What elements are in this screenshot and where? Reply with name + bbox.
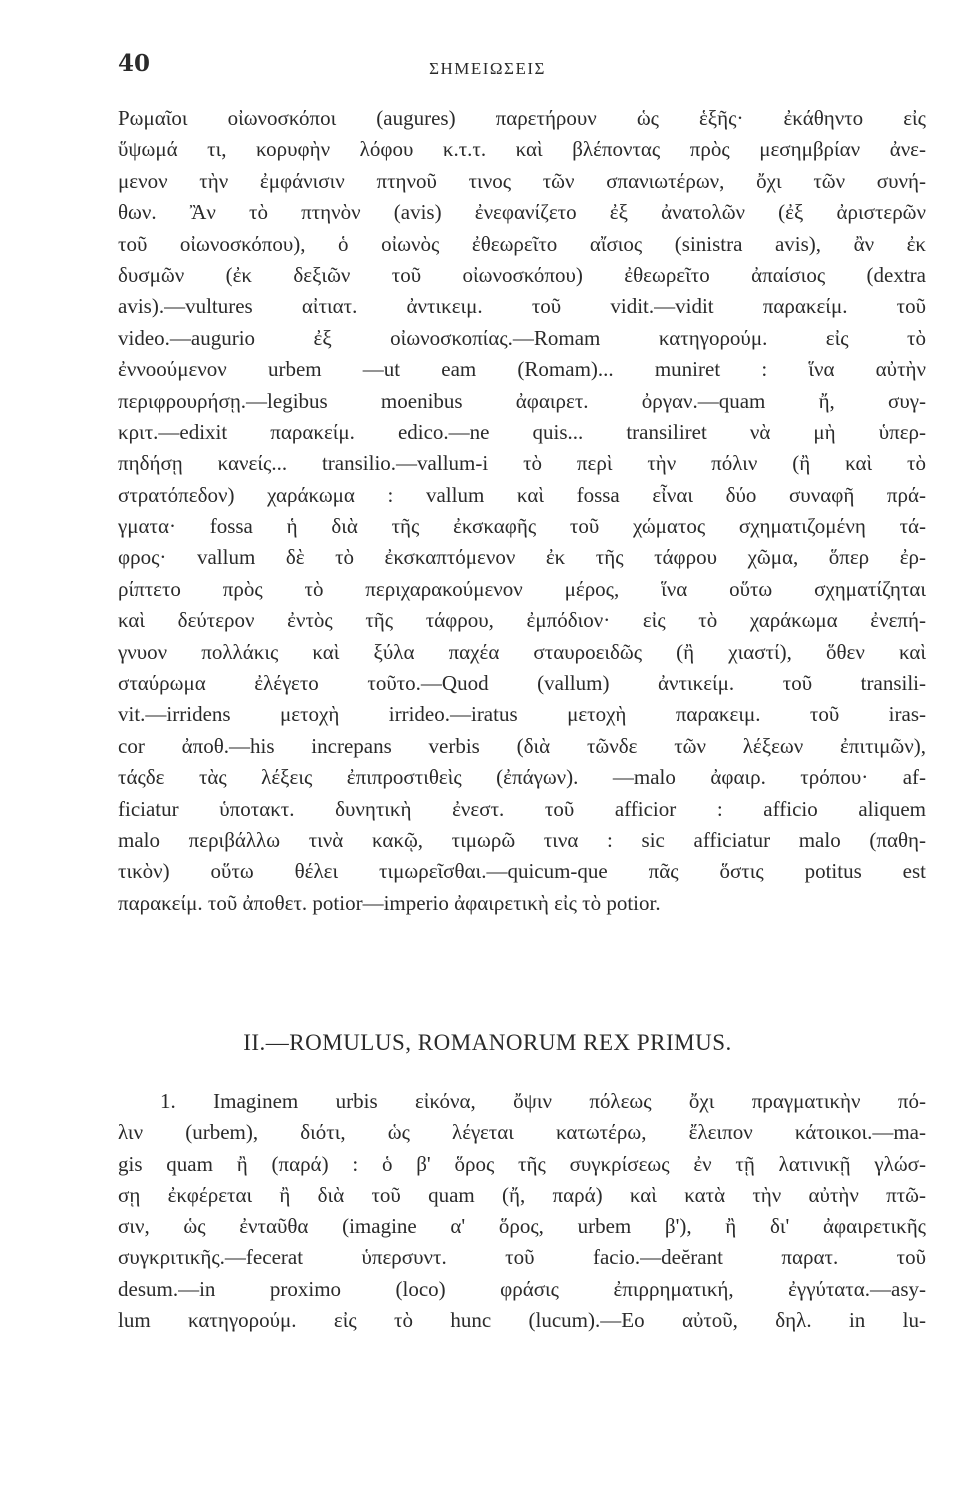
text-line: γματα· fossa ἡ διὰ τῆς ἐκσκαφῆς τοῦ χώματος σχηματιζομένη τά- xyxy=(118,514,926,539)
text-line: ἐννοούμενον urbem —ut eam (Romam)... muniret : ἵνα αὐτὴν xyxy=(118,357,926,382)
text-line: Ρωμαῖοι οἰωνοσκόποι (augures) παρετήρουν ὡς ἑξῆς· ἐκάθηντο εἰς xyxy=(118,106,926,130)
text-line: video.—augurio ἐξ οἰωνοσκοπίας.—Romam κατηγορούμ. εἰς τὸ xyxy=(118,325,926,350)
text-line: περιφρουρήσῃ.—legibus moenibus ἀφαιρετ. ὀργαν.—quam ἤ, συγ- xyxy=(118,388,926,413)
text-line: σταύρωμα ἐλέγετο τοῦτο.—Quod (vallum) ἀντικείμ. τοῦ transili- xyxy=(118,671,926,696)
text-line: φρος· vallum δὲ τὸ ἐκσκαπτόμενον ἐκ τῆς τάφρου χῶμα, ὅπερ ἐρ- xyxy=(118,545,926,570)
text-line: τοῦ οἰωνοσκόπου), ὁ οἰωνὸς ἐθεωρεῖτο αἴσιος (sinistra avis), ἂν ἐκ xyxy=(118,231,926,256)
section-heading: II.—ROMULUS, ROMANORUM REX PRIMUS. xyxy=(243,1030,732,1055)
text-line: συγκριτικῆς.—fecerat ὑπερσυντ. τοῦ facio.—deĕrant παρατ. τοῦ xyxy=(118,1245,926,1270)
text-line: ficiatur ὑποτακτ. δυνητικὴ ἐνεστ. τοῦ afficior : afficio aliquem xyxy=(118,796,926,821)
text-line: τικὸν) οὕτω θέλει τιμωρεῖσθαι.—quicum-que πᾶς ὅστις potitus est xyxy=(118,859,926,884)
text-line: cor ἀποθ.—his increpans verbis (διὰ τῶνδε τῶν λέξεων ἐπιτιμῶν), xyxy=(118,733,926,758)
text-line: μενον τὴν ἐμφάνισιν πτηνοῦ τινος τῶν σπανιωτέρων, ὄχι τῶν συνή- xyxy=(118,168,926,193)
text-line: desum.—in proximo (loco) φράσις ἐπιρρηματική, ἐγγύτατα.—asy- xyxy=(118,1276,926,1301)
text-line: ὕψωμά τι, κορυφὴν λόφου κ.τ.τ. καὶ βλέποντας πρὸς μεσημβρίαν ἀνε- xyxy=(118,137,926,162)
text-line: avis).—vultures αἰτιατ. ἀντικειμ. τοῦ vidit.—vidit παρακείμ. τοῦ xyxy=(118,294,926,319)
text-line: παρακείμ. τοῦ ἀποθετ. potior—imperio ἀφαιρετικὴ εἰς τὸ potior. xyxy=(118,890,661,915)
page-number: 40 xyxy=(118,50,151,77)
text-line: γνυον πολλάκις καὶ ξύλα παχέα σταυροειδῶς (ἢ χιαστί), ὅθεν καὶ xyxy=(118,639,926,664)
text-line: θων. Ἂν τὸ πτηνὸν (avis) ἐνεφανίζετο ἐξ ἀνατολῶν (ἐξ ἀριστερῶν xyxy=(118,200,926,225)
text-line: σῃ ἐκφέρεται ἢ διὰ τοῦ quam (ἤ, παρά) καὶ κατὰ τὴν αὐτὴν πτῶ- xyxy=(118,1182,926,1207)
text-line: vit.—irridens μετοχὴ irrideo.—iratus μετοχὴ παρακειμ. τοῦ iras- xyxy=(118,702,926,727)
text-line: πηδήσῃ κανείς... transilio.—vallum-i τὸ περὶ τὴν πόλιν (ἢ καὶ τὸ xyxy=(118,451,926,476)
text-line: στρατόπεδον) χαράκωμα : vallum καὶ fossa εἶναι δύο συναφῆ πρά- xyxy=(118,482,926,507)
text-line: 1. Imaginem urbis εἰκόνα, ὄψιν πόλεως ὄχι πραγματικὴν πό- xyxy=(160,1089,926,1113)
text-line: σιν, ὡς ἐνταῦθα (imagine α' ὅρος, urbem β'), ἢ δι' ἀφαιρετικῆς xyxy=(118,1214,926,1239)
commentary-paragraph xyxy=(118,1086,926,1336)
text-line: κριτ.—edixit παρακείμ. edico.—ne quis... transiliret νὰ μὴ ὑπερ- xyxy=(118,419,926,444)
text-line: gis quam ἢ (παρά) : ὁ β' ὅρος τῆς συγκρίσεως ἐν τῇ λατινικῇ γλώσ- xyxy=(118,1151,926,1176)
notes-paragraph xyxy=(118,103,926,919)
text-line: λιν (urbem), διότι, ὡς λέγεται κατωτέρω, ἔλειπον κάτοικοι.—ma- xyxy=(118,1120,926,1145)
text-line: malo περιβάλλω τινὰ κακῷ, τιμωρῶ τινα : sic afficiatur malo (παθη- xyxy=(118,827,926,852)
text-line: ρίπτετο πρὸς τὸ περιχαρακούμενον μέρος, ἵνα οὕτω σχηματίζηται xyxy=(118,576,926,601)
running-title: ΣΗΜΕΙΩΣΕΙΣ xyxy=(429,59,546,78)
text-line: δυσμῶν (ἐκ δεξιῶν τοῦ οἰωνοσκόπου) ἐθεωρεῖτο ἀπαίσιος (dextra xyxy=(118,262,926,287)
text-line: καὶ δεύτερον ἐντὸς τῆς τάφρου, ἐμπόδιον· εἰς τὸ χαράκωμα ἐνεπή- xyxy=(118,608,926,633)
text-line: lum κατηγορούμ. εἰς τὸ hunc (lucum).—Eo αὐτοῦ, δηλ. in lu- xyxy=(118,1308,926,1333)
text-line: τάςδε τὰς λέξεις ἐπιπροστιθεὶς (ἐπάγων). —malo ἀφαιρ. τρόπου· af- xyxy=(118,765,926,790)
